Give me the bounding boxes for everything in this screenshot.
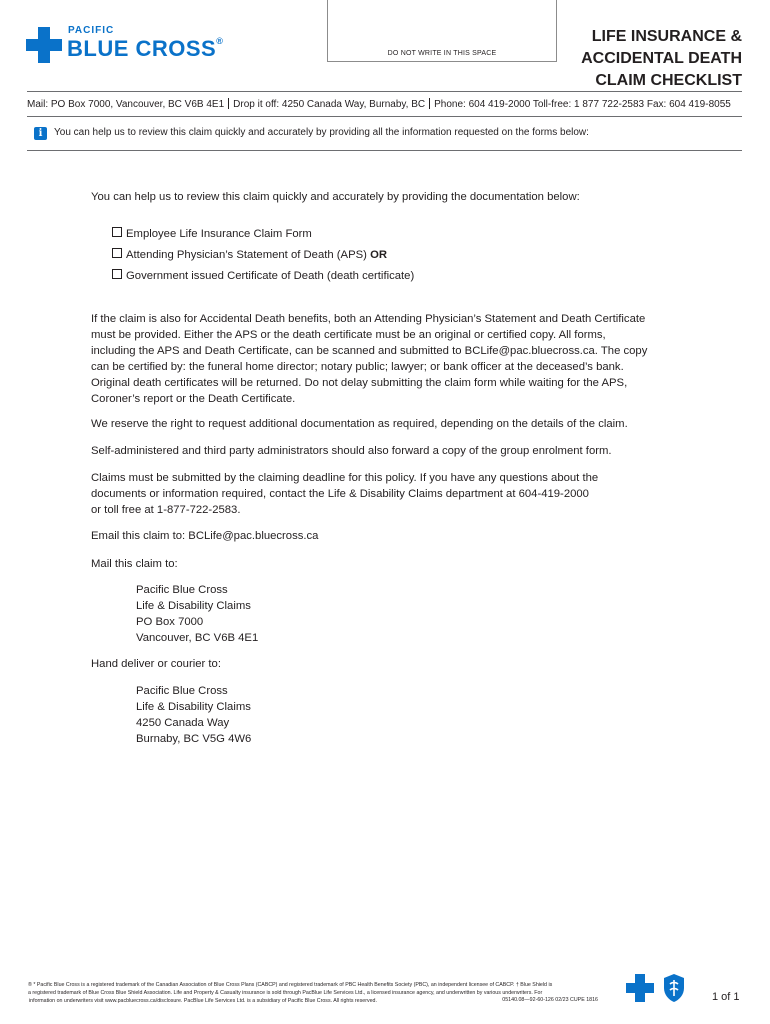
hand-deliver-address-block: Pacific Blue Cross Life & Disability Claims 4250 Canada Way Burnaby, BC V5G 4W6 <box>136 685 252 745</box>
info-text: You can help us to review this claim quickly and accurately by providing all the information requested on the forms below: <box>54 127 589 138</box>
contact-divider <box>27 116 742 117</box>
mail-address-block: Pacific Blue Cross Life & Disability Claims PO Box 7000 Vancouver, BC V6B 4E1 <box>136 584 259 644</box>
header-divider <box>27 91 742 92</box>
checkbox-icon <box>112 269 122 279</box>
title-line: ACCIDENTAL DEATH <box>581 50 742 67</box>
blue-cross-icon <box>626 974 654 1002</box>
phone-numbers: Phone: 604 419-2000 Toll-free: 1 877 722-2583 Fax: 604 419-8055 <box>434 99 731 110</box>
title-line: CLAIM CHECKLIST <box>595 72 742 89</box>
info-divider <box>27 150 742 151</box>
intro-text: You can help us to review this claim quickly and accurately by providing the documentation below: <box>91 191 580 203</box>
checkbox-icon <box>112 248 122 258</box>
info-icon: i <box>34 127 47 140</box>
blue-shield-icon <box>662 973 686 1003</box>
checkbox-icon <box>112 227 122 237</box>
document-title <box>560 26 742 92</box>
form-code: 05140.08—92-60-126 02/23 CUPE 1816 <box>502 997 598 1003</box>
accidental-death-paragraph: If the claim is also for Accidental Death benefits, both an Attending Physician’s Statement and Death Certificate must be provided. Either the APS or the death certificate must be an original or certified copy. All forms, including the APS and Death Certificate, can be scanned and submitted to BCLife@pac.bluecross.ca. The copy can be certified by: the funeral home director; notary public; lawyer; or bank officer at the deceased’s bank. Original death certificates will be returned. Do not delay submitting the claim form while waiting for the APS, Coroner’s report or the Death Certificate. <box>91 313 648 405</box>
logo-pacific-text: PACIFIC <box>68 25 115 36</box>
hand-deliver-heading: Hand deliver or courier to: <box>91 658 221 670</box>
logo-blue-cross-text: BLUE CROSS® <box>67 36 224 61</box>
checklist-item-aps: Attending Physician’s Statement of Death (APS) OR <box>112 247 387 263</box>
deadline-paragraph: Claims must be submitted by the claiming deadline for this policy. If you have any questions about the documents or information required, contact the Life & Disability Claims department at 604-419-2000 or toll free at 1-877-722-2583. <box>91 472 599 516</box>
do-not-write-label: DO NOT WRITE IN THIS SPACE <box>387 50 497 57</box>
title-line: LIFE INSURANCE & <box>591 28 742 45</box>
page-number: 1 of 1 <box>712 991 740 1003</box>
self-admin-paragraph: Self-administered and third party administrators should also forward a copy of the group enrolment form. <box>91 445 612 457</box>
separator <box>228 98 229 109</box>
checklist-item-claim-form: Employee Life Insurance Claim Form <box>112 226 312 242</box>
info-banner <box>27 124 742 144</box>
pacific-blue-cross-logo <box>26 25 276 65</box>
drop-off-address: Drop it off: 4250 Canada Way, Burnaby, BC <box>233 99 426 110</box>
blue-cross-icon <box>26 27 62 63</box>
email-line: Email this claim to: BCLife@pac.bluecross.ca <box>91 530 319 542</box>
mail-address: Mail: PO Box 7000, Vancouver, BC V6B 4E1 <box>27 99 225 110</box>
contact-line <box>27 98 742 110</box>
mail-heading: Mail this claim to: <box>91 558 178 570</box>
legal-footer: ® * Pacific Blue Cross is a registered trademark of the Canadian Association of Blue Cross Plans (CABCP) and registered trademark of PBC Health Benefits Society (PBC), an independent licensee of CABCP. † Blue Shield is a registered trademark of Blue Cross Blue Shield Association. Life and Property & Casualty insurance is sold through PacBlue Life Services Ltd., a licensed insurance agency, and underwritten by various underwriters. For information on underwriters visit www.pacbluecross.ca/disclosure. PacBlue Life Services Ltd. is a subsidiary of Pacific Blue Cross. All rights reserved. <box>28 982 553 1004</box>
office-use-box <box>327 0 557 62</box>
separator <box>429 98 430 109</box>
reserve-paragraph: We reserve the right to request additional documentation as required, depending on the details of the claim. <box>91 418 628 430</box>
checklist-item-death-certificate: Government issued Certificate of Death (death certificate) <box>112 268 414 284</box>
